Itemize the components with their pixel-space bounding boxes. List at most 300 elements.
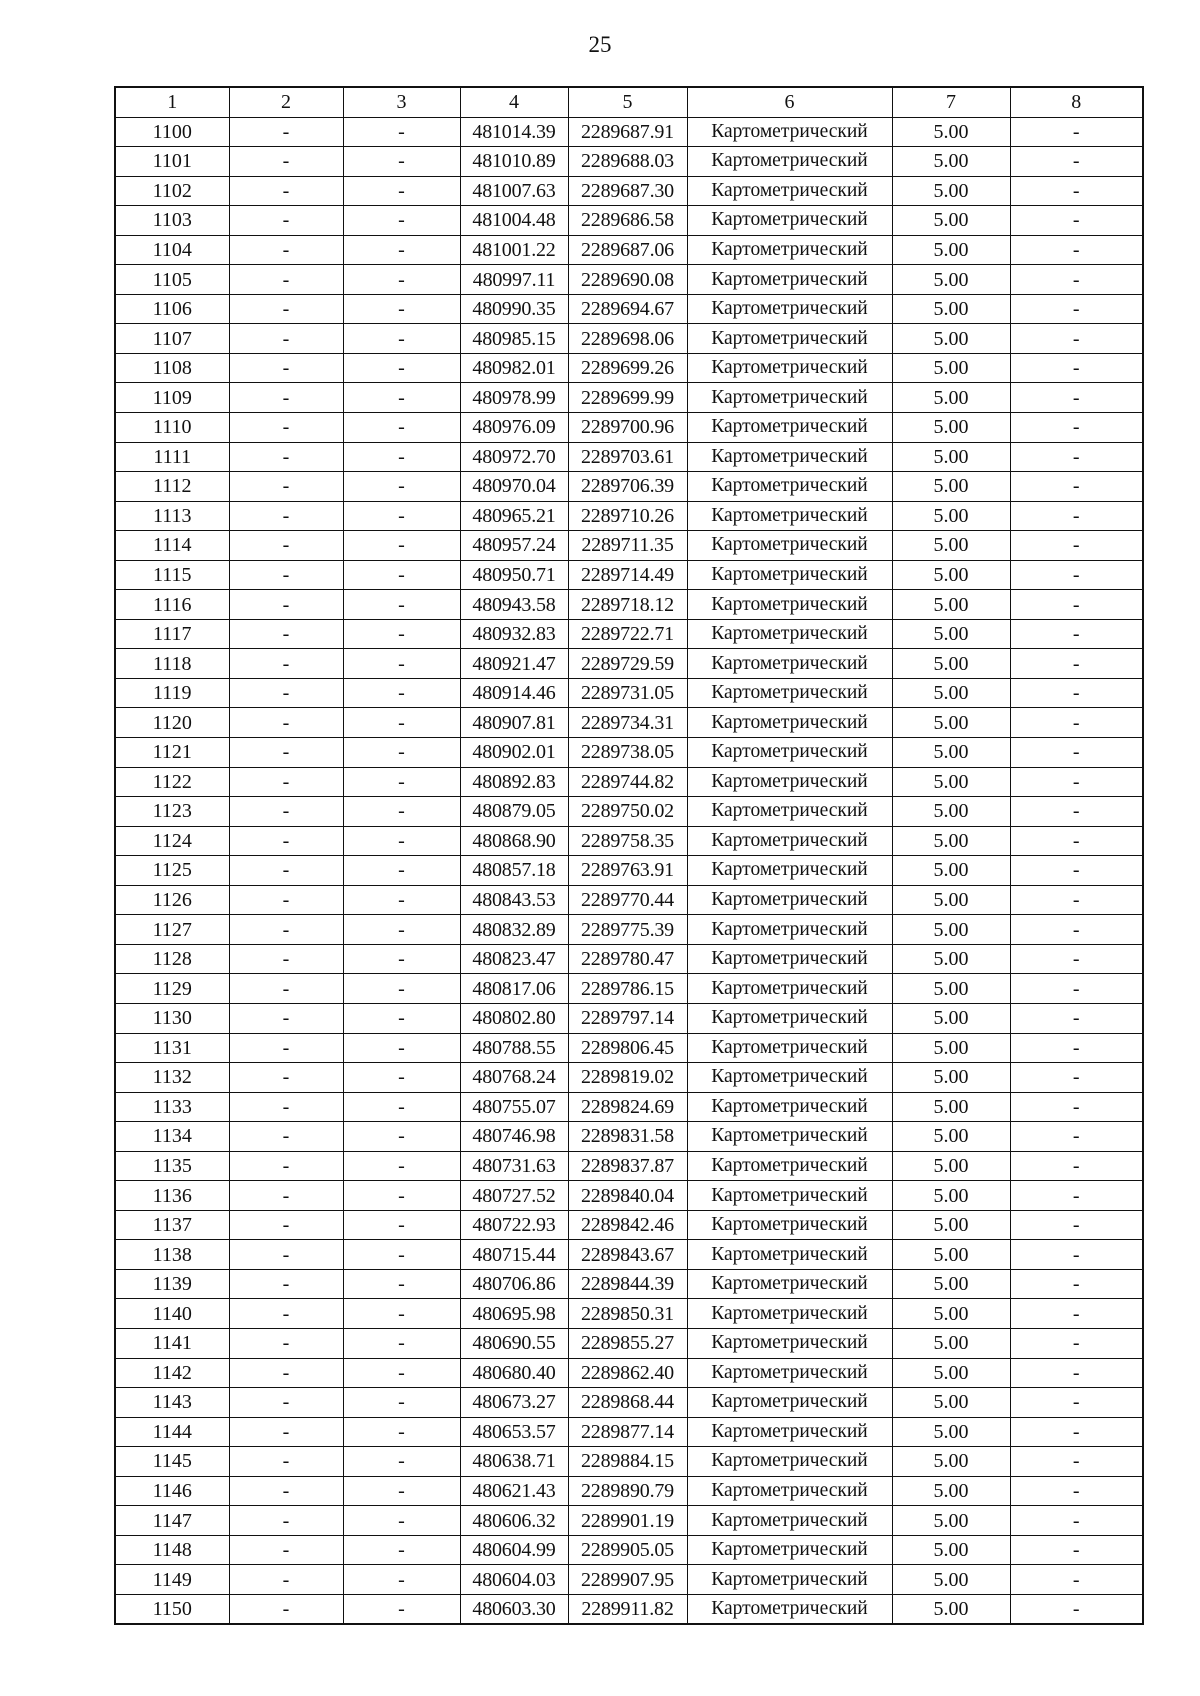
col8-value-cell: - [1010,117,1143,147]
y-coordinate-cell: 2289824.69 [568,1092,687,1122]
method-cell: Картометрический [687,383,892,413]
table-row [115,767,1143,797]
y-coordinate-cell: 2289758.35 [568,826,687,856]
accuracy-cell: 5.00 [892,649,1010,679]
method-cell: Картометрический [687,117,892,147]
col3-value-cell: - [343,1003,460,1033]
accuracy-cell: 5.00 [892,767,1010,797]
table-row [115,1269,1143,1299]
x-coordinate-cell: 480755.07 [460,1092,568,1122]
point-number-cell: 1150 [115,1594,229,1624]
col3-value-cell: - [343,235,460,265]
col8-value-cell: - [1010,678,1143,708]
header-cell-8: 8 [1010,87,1143,117]
header-row [115,87,1143,117]
accuracy-cell: 5.00 [892,1033,1010,1063]
point-number-cell: 1107 [115,324,229,354]
table-row [115,117,1143,147]
x-coordinate-cell: 480802.80 [460,1003,568,1033]
table-row [115,531,1143,561]
x-coordinate-cell: 480606.32 [460,1506,568,1536]
y-coordinate-cell: 2289738.05 [568,738,687,768]
col8-value-cell: - [1010,1299,1143,1329]
col8-value-cell: - [1010,915,1143,945]
y-coordinate-cell: 2289690.08 [568,265,687,295]
x-coordinate-cell: 480768.24 [460,1063,568,1093]
col3-value-cell: - [343,708,460,738]
accuracy-cell: 5.00 [892,1417,1010,1447]
point-number-cell: 1135 [115,1151,229,1181]
x-coordinate-cell: 480943.58 [460,590,568,620]
method-cell: Картометрический [687,1535,892,1565]
method-cell: Картометрический [687,1003,892,1033]
x-coordinate-cell: 480638.71 [460,1447,568,1477]
col8-value-cell: - [1010,944,1143,974]
x-coordinate-cell: 480907.81 [460,708,568,738]
point-number-cell: 1124 [115,826,229,856]
point-number-cell: 1122 [115,767,229,797]
method-cell: Картометрический [687,1151,892,1181]
col8-value-cell: - [1010,1565,1143,1595]
table-row [115,1240,1143,1270]
col3-value-cell: - [343,442,460,472]
accuracy-cell: 5.00 [892,1003,1010,1033]
point-number-cell: 1111 [115,442,229,472]
point-number-cell: 1144 [115,1417,229,1447]
col2-value-cell: - [229,649,343,679]
table-row [115,856,1143,886]
y-coordinate-cell: 2289797.14 [568,1003,687,1033]
table-row [115,1033,1143,1063]
y-coordinate-cell: 2289706.39 [568,472,687,502]
method-cell: Картометрический [687,1092,892,1122]
accuracy-cell: 5.00 [892,560,1010,590]
table-row [115,176,1143,206]
y-coordinate-cell: 2289710.26 [568,501,687,531]
y-coordinate-cell: 2289694.67 [568,294,687,324]
y-coordinate-cell: 2289840.04 [568,1181,687,1211]
point-number-cell: 1126 [115,885,229,915]
y-coordinate-cell: 2289763.91 [568,856,687,886]
col8-value-cell: - [1010,472,1143,502]
col3-value-cell: - [343,856,460,886]
y-coordinate-cell: 2289703.61 [568,442,687,472]
col2-value-cell: - [229,1092,343,1122]
table-row [115,797,1143,827]
x-coordinate-cell: 480695.98 [460,1299,568,1329]
point-number-cell: 1143 [115,1388,229,1418]
method-cell: Картометрический [687,767,892,797]
accuracy-cell: 5.00 [892,944,1010,974]
x-coordinate-cell: 480970.04 [460,472,568,502]
col2-value-cell: - [229,619,343,649]
y-coordinate-cell: 2289722.71 [568,619,687,649]
method-cell: Картометрический [687,531,892,561]
method-cell: Картометрический [687,176,892,206]
accuracy-cell: 5.00 [892,1506,1010,1536]
x-coordinate-cell: 480680.40 [460,1358,568,1388]
col8-value-cell: - [1010,413,1143,443]
x-coordinate-cell: 480653.57 [460,1417,568,1447]
y-coordinate-cell: 2289868.44 [568,1388,687,1418]
y-coordinate-cell: 2289731.05 [568,678,687,708]
method-cell: Картометрический [687,619,892,649]
col3-value-cell: - [343,147,460,177]
method-cell: Картометрический [687,294,892,324]
point-number-cell: 1129 [115,974,229,1004]
col8-value-cell: - [1010,1388,1143,1418]
y-coordinate-cell: 2289770.44 [568,885,687,915]
col2-value-cell: - [229,590,343,620]
point-number-cell: 1110 [115,413,229,443]
col3-value-cell: - [343,885,460,915]
col2-value-cell: - [229,235,343,265]
col2-value-cell: - [229,1299,343,1329]
accuracy-cell: 5.00 [892,442,1010,472]
accuracy-cell: 5.00 [892,383,1010,413]
x-coordinate-cell: 480731.63 [460,1151,568,1181]
col2-value-cell: - [229,531,343,561]
method-cell: Картометрический [687,206,892,236]
table-row [115,1476,1143,1506]
x-coordinate-cell: 480621.43 [460,1476,568,1506]
col2-value-cell: - [229,974,343,1004]
accuracy-cell: 5.00 [892,915,1010,945]
table-row [115,1181,1143,1211]
col3-value-cell: - [343,1358,460,1388]
point-number-cell: 1128 [115,944,229,974]
y-coordinate-cell: 2289700.96 [568,413,687,443]
method-cell: Картометрический [687,915,892,945]
col8-value-cell: - [1010,767,1143,797]
col3-value-cell: - [343,1122,460,1152]
col3-value-cell: - [343,206,460,236]
col8-value-cell: - [1010,1092,1143,1122]
col8-value-cell: - [1010,708,1143,738]
col8-value-cell: - [1010,885,1143,915]
y-coordinate-cell: 2289687.30 [568,176,687,206]
method-cell: Картометрический [687,590,892,620]
point-number-cell: 1146 [115,1476,229,1506]
col3-value-cell: - [343,383,460,413]
y-coordinate-cell: 2289687.91 [568,117,687,147]
method-cell: Картометрический [687,501,892,531]
point-number-cell: 1114 [115,531,229,561]
y-coordinate-cell: 2289806.45 [568,1033,687,1063]
x-coordinate-cell: 480604.03 [460,1565,568,1595]
accuracy-cell: 5.00 [892,206,1010,236]
y-coordinate-cell: 2289786.15 [568,974,687,1004]
col2-value-cell: - [229,1535,343,1565]
col2-value-cell: - [229,1447,343,1477]
y-coordinate-cell: 2289698.06 [568,324,687,354]
col3-value-cell: - [343,117,460,147]
method-cell: Картометрический [687,1476,892,1506]
col2-value-cell: - [229,383,343,413]
col3-value-cell: - [343,797,460,827]
y-coordinate-cell: 2289734.31 [568,708,687,738]
method-cell: Картометрический [687,1358,892,1388]
col3-value-cell: - [343,915,460,945]
col3-value-cell: - [343,1565,460,1595]
table-row [115,1358,1143,1388]
x-coordinate-cell: 480985.15 [460,324,568,354]
col8-value-cell: - [1010,1447,1143,1477]
col3-value-cell: - [343,590,460,620]
method-cell: Картометрический [687,147,892,177]
col2-value-cell: - [229,324,343,354]
point-number-cell: 1119 [115,678,229,708]
col3-value-cell: - [343,531,460,561]
method-cell: Картометрический [687,974,892,1004]
x-coordinate-cell: 480843.53 [460,885,568,915]
method-cell: Картометрический [687,708,892,738]
table-header [115,87,1143,117]
col2-value-cell: - [229,1181,343,1211]
point-number-cell: 1113 [115,501,229,531]
table-row [115,1003,1143,1033]
accuracy-cell: 5.00 [892,885,1010,915]
col8-value-cell: - [1010,1476,1143,1506]
col8-value-cell: - [1010,1063,1143,1093]
x-coordinate-cell: 480990.35 [460,294,568,324]
accuracy-cell: 5.00 [892,1328,1010,1358]
x-coordinate-cell: 481010.89 [460,147,568,177]
col2-value-cell: - [229,206,343,236]
col8-value-cell: - [1010,442,1143,472]
point-number-cell: 1125 [115,856,229,886]
point-number-cell: 1103 [115,206,229,236]
point-number-cell: 1101 [115,147,229,177]
table-row [115,826,1143,856]
point-number-cell: 1102 [115,176,229,206]
point-number-cell: 1132 [115,1063,229,1093]
y-coordinate-cell: 2289775.39 [568,915,687,945]
method-cell: Картометрический [687,472,892,502]
page-number: 25 [588,32,612,57]
point-number-cell: 1108 [115,353,229,383]
col2-value-cell: - [229,1003,343,1033]
accuracy-cell: 5.00 [892,413,1010,443]
point-number-cell: 1121 [115,738,229,768]
col8-value-cell: - [1010,738,1143,768]
col2-value-cell: - [229,944,343,974]
y-coordinate-cell: 2289688.03 [568,147,687,177]
col3-value-cell: - [343,1299,460,1329]
col8-value-cell: - [1010,206,1143,236]
header-cell-5: 5 [568,87,687,117]
header-cell-7: 7 [892,87,1010,117]
col3-value-cell: - [343,1092,460,1122]
col2-value-cell: - [229,767,343,797]
col2-value-cell: - [229,353,343,383]
y-coordinate-cell: 2289831.58 [568,1122,687,1152]
method-cell: Картометрический [687,324,892,354]
col3-value-cell: - [343,1506,460,1536]
col8-value-cell: - [1010,826,1143,856]
x-coordinate-cell: 480965.21 [460,501,568,531]
x-coordinate-cell: 480978.99 [460,383,568,413]
col2-value-cell: - [229,1594,343,1624]
method-cell: Картометрический [687,885,892,915]
accuracy-cell: 5.00 [892,176,1010,206]
point-number-cell: 1139 [115,1269,229,1299]
accuracy-cell: 5.00 [892,708,1010,738]
accuracy-cell: 5.00 [892,1240,1010,1270]
col2-value-cell: - [229,501,343,531]
table-row [115,738,1143,768]
col2-value-cell: - [229,678,343,708]
point-number-cell: 1136 [115,1181,229,1211]
y-coordinate-cell: 2289843.67 [568,1240,687,1270]
y-coordinate-cell: 2289890.79 [568,1476,687,1506]
y-coordinate-cell: 2289862.40 [568,1358,687,1388]
col3-value-cell: - [343,619,460,649]
col8-value-cell: - [1010,1240,1143,1270]
y-coordinate-cell: 2289819.02 [568,1063,687,1093]
point-number-cell: 1123 [115,797,229,827]
table-row [115,1328,1143,1358]
table-row [115,944,1143,974]
method-cell: Картометрический [687,1240,892,1270]
col3-value-cell: - [343,1063,460,1093]
col2-value-cell: - [229,442,343,472]
x-coordinate-cell: 480914.46 [460,678,568,708]
table-row [115,1506,1143,1536]
col2-value-cell: - [229,1122,343,1152]
x-coordinate-cell: 480868.90 [460,826,568,856]
col2-value-cell: - [229,1269,343,1299]
method-cell: Картометрический [687,1299,892,1329]
table-row [115,383,1143,413]
col3-value-cell: - [343,1476,460,1506]
table-row [115,294,1143,324]
accuracy-cell: 5.00 [892,147,1010,177]
x-coordinate-cell: 480823.47 [460,944,568,974]
col3-value-cell: - [343,678,460,708]
accuracy-cell: 5.00 [892,1447,1010,1477]
col8-value-cell: - [1010,353,1143,383]
col8-value-cell: - [1010,1358,1143,1388]
table-row [115,324,1143,354]
x-coordinate-cell: 480921.47 [460,649,568,679]
table-row [115,1092,1143,1122]
accuracy-cell: 5.00 [892,265,1010,295]
accuracy-cell: 5.00 [892,472,1010,502]
method-cell: Картометрический [687,1506,892,1536]
col3-value-cell: - [343,1240,460,1270]
method-cell: Картометрический [687,1122,892,1152]
x-coordinate-cell: 480817.06 [460,974,568,1004]
method-cell: Картометрический [687,738,892,768]
x-coordinate-cell: 480746.98 [460,1122,568,1152]
accuracy-cell: 5.00 [892,974,1010,1004]
col2-value-cell: - [229,1210,343,1240]
point-number-cell: 1105 [115,265,229,295]
method-cell: Картометрический [687,1447,892,1477]
accuracy-cell: 5.00 [892,117,1010,147]
table-row [115,472,1143,502]
accuracy-cell: 5.00 [892,826,1010,856]
point-number-cell: 1137 [115,1210,229,1240]
col2-value-cell: - [229,176,343,206]
accuracy-cell: 5.00 [892,501,1010,531]
col8-value-cell: - [1010,294,1143,324]
accuracy-cell: 5.00 [892,1151,1010,1181]
col2-value-cell: - [229,1151,343,1181]
point-number-cell: 1106 [115,294,229,324]
x-coordinate-cell: 480857.18 [460,856,568,886]
table-row [115,1388,1143,1418]
header-cell-1: 1 [115,87,229,117]
y-coordinate-cell: 2289686.58 [568,206,687,236]
col2-value-cell: - [229,1328,343,1358]
y-coordinate-cell: 2289850.31 [568,1299,687,1329]
method-cell: Картометрический [687,413,892,443]
point-number-cell: 1120 [115,708,229,738]
table-row [115,147,1143,177]
col8-value-cell: - [1010,501,1143,531]
col2-value-cell: - [229,117,343,147]
col8-value-cell: - [1010,974,1143,1004]
col2-value-cell: - [229,265,343,295]
method-cell: Картометрический [687,353,892,383]
method-cell: Картометрический [687,856,892,886]
col3-value-cell: - [343,1447,460,1477]
col8-value-cell: - [1010,1210,1143,1240]
method-cell: Картометрический [687,1594,892,1624]
col3-value-cell: - [343,767,460,797]
col8-value-cell: - [1010,1328,1143,1358]
table-row [115,1299,1143,1329]
point-number-cell: 1115 [115,560,229,590]
method-cell: Картометрический [687,1033,892,1063]
col3-value-cell: - [343,1388,460,1418]
col3-value-cell: - [343,294,460,324]
col3-value-cell: - [343,1210,460,1240]
y-coordinate-cell: 2289744.82 [568,767,687,797]
col3-value-cell: - [343,974,460,1004]
col8-value-cell: - [1010,797,1143,827]
y-coordinate-cell: 2289884.15 [568,1447,687,1477]
point-number-cell: 1104 [115,235,229,265]
col2-value-cell: - [229,915,343,945]
method-cell: Картометрический [687,1063,892,1093]
col3-value-cell: - [343,738,460,768]
y-coordinate-cell: 2289750.02 [568,797,687,827]
x-coordinate-cell: 480727.52 [460,1181,568,1211]
accuracy-cell: 5.00 [892,797,1010,827]
table-body [115,117,1143,1624]
x-coordinate-cell: 481014.39 [460,117,568,147]
accuracy-cell: 5.00 [892,1388,1010,1418]
table-row [115,590,1143,620]
col3-value-cell: - [343,1328,460,1358]
col8-value-cell: - [1010,1594,1143,1624]
method-cell: Картометрический [687,1328,892,1358]
point-number-cell: 1148 [115,1535,229,1565]
table-row [115,885,1143,915]
col8-value-cell: - [1010,324,1143,354]
method-cell: Картометрический [687,797,892,827]
col3-value-cell: - [343,501,460,531]
accuracy-cell: 5.00 [892,590,1010,620]
col8-value-cell: - [1010,1122,1143,1152]
col8-value-cell: - [1010,176,1143,206]
x-coordinate-cell: 480997.11 [460,265,568,295]
accuracy-cell: 5.00 [892,678,1010,708]
accuracy-cell: 5.00 [892,353,1010,383]
